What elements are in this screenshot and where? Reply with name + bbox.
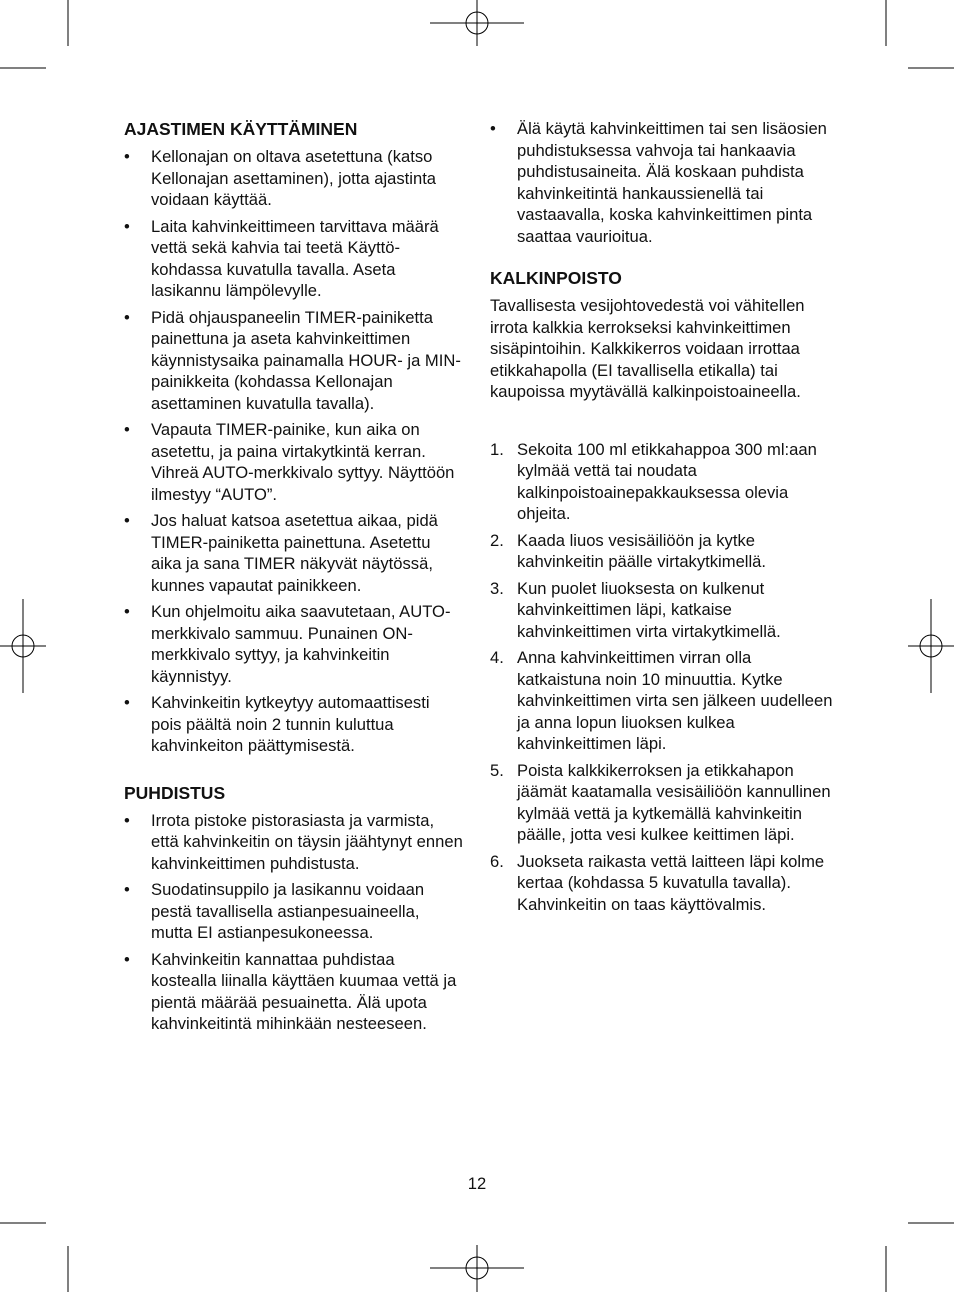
bullet-icon: •: [124, 216, 130, 236]
bullet-icon: •: [124, 810, 130, 830]
left-column: [124, 118, 464, 1040]
page-number: 12: [467, 1174, 487, 1193]
list-item: 4. Anna kahvinkeittimen virran olla katkaistuna noin 10 minuuttia. Kytke kahvinkeittimen virta sen jälkeen uudelleen ja anna lopun liuoksen kulkea kahvinkeittimen läpi.: [490, 648, 833, 753]
list-item: 6. Juokseta raikasta vettä laitteen läpi kolme kertaa (kohdassa 5 kuvatulla tavalla). Kahvinkeitin on taas käyttövalmis.: [490, 851, 825, 914]
timer-bullet-list: [124, 146, 464, 757]
bullet-icon: •: [124, 420, 130, 439]
step-number: 5.: [490, 760, 504, 780]
bullet-icon: •: [124, 147, 130, 166]
bullet-icon: •: [124, 602, 130, 621]
list-item: • Pidä ohjauspaneelin TIMER-painiketta painettuna ja aseta kahvinkeittimen käynnistysaika painamalla HOUR- ja MIN-painikkeita (kohdassa Kellonajan asettaminen kuvatulla tavalla).: [124, 307, 461, 413]
list-item: • Laita kahvinkeittimeen tarvittava määrä vettä sekä kahvia tai teetä Käyttö-kohdassa kuvatulla tavalla. Aseta lasikannu lämpölevylle.: [124, 216, 439, 300]
section-heading-descaling: KALKINPOISTO: [490, 268, 622, 288]
bullet-icon: •: [124, 949, 130, 969]
list-item: 2. Kaada liuos vesisäiliöön ja kytke kahvinkeitin päälle virtakytkimellä.: [490, 530, 767, 571]
section-heading-cleaning: PUHDISTUS: [124, 782, 226, 803]
list-item: 1. Sekoita 100 ml etikkahappoa 300 ml:aan kylmää vettä tai noudata kalkinpoistoainepakkauksessa olevia ohjeita.: [490, 439, 817, 523]
registration-mark-bottom: [430, 1245, 524, 1292]
list-item: • Kahvinkeitin kytkeytyy automaattisesti pois päältä noin 2 tunnin kuluttua kahvinkeiton päättymisestä.: [124, 693, 430, 755]
list-item: • Vapauta TIMER-painike, kun aika on asetettu, ja paina virtakytkintä kerran. Vihreä AUTO-merkkivalo syttyy. Näyttöön ilmestyy “AUTO”.: [124, 420, 455, 504]
list-item: • Älä käytä kahvinkeittimen tai sen lisäosien puhdistuksessa vahvoja tai hankaavia puhdistusaineita. Älä koskaan puhdista kahvinkeitintä hankaussienellä tai vastaavalla, koska kahvinkeittimen pinta saattaa vaurioitua.: [490, 119, 827, 246]
registration-mark-left: [0, 599, 46, 693]
descaling-steps-list: [490, 439, 835, 916]
list-item: • Jos haluat katsoa asetettua aikaa, pidä TIMER-painiketta painettuna. Asetettu aika ja sana TIMER näkyvät näytössä, kunnes vapautat painikkeen.: [124, 511, 438, 595]
right-column: [490, 118, 835, 920]
bullet-icon: •: [124, 511, 130, 530]
list-item: 5. Poista kalkkikerroksen ja etikkahapon jäämät kaatamalla vesisäiliöön kannullinen kylmää vettä ja kytkemällä kahvinkeitin päälle, jotta vesi kulkee keittimen läpi.: [490, 760, 831, 844]
bullet-icon: •: [490, 119, 496, 138]
registration-mark-top: [430, 0, 524, 46]
step-number: 6.: [490, 851, 504, 871]
list-item: • Suodatinsuppilo ja lasikannu voidaan pestä tavallisella astianpesuaineella, mutta EI astianpesukoneessa.: [124, 880, 425, 942]
list-item: • Kun ohjelmoitu aika saavutetaan, AUTO-merkkivalo sammuu. Punainen ON-merkkivalo syttyy, ja kahvinkeitin käynnistyy.: [124, 602, 451, 686]
bullet-icon: •: [124, 307, 130, 327]
bullet-icon: •: [124, 880, 130, 899]
cleaning-continued-list: [490, 118, 835, 247]
registration-mark-right: [908, 599, 954, 693]
list-item: • Kellonajan on oltava asetettuna (katso Kellonajan asettaminen), jotta ajastinta voidaan käyttää.: [124, 147, 437, 209]
bullet-icon: •: [124, 693, 130, 712]
list-item: • Irrota pistoke pistorasiasta ja varmista, että kahvinkeitin on täysin jäähtynyt ennen kahvinkeittimen puhdistusta.: [124, 810, 463, 873]
list-item: • Kahvinkeitin kannattaa puhdistaa kostealla liinalla käyttäen kuumaa vettä ja pientä määrää pesuainetta. Älä upota kahvinkeitintä mihinkään nesteeseen.: [124, 949, 457, 1033]
cleaning-bullet-list: [124, 810, 464, 1035]
section-heading-timer: AJASTIMEN KÄYTTÄMINEN: [124, 119, 358, 139]
descaling-intro: Tavallisesta vesijohtovedestä voi vähitellen irrota kalkkia kerrokseksi kahvinkeittimen sisäpintoihin. Kalkkikerros voidaan irrottaa etikkahapolla (EI tavallisella etikalla) tai kaupoissa myytävällä kalkinpoistoaineella.: [490, 296, 805, 401]
step-number: 4.: [490, 648, 504, 667]
step-number: 1.: [490, 439, 504, 459]
list-item: 3. Kun puolet liuoksesta on kulkenut kahvinkeittimen läpi, katkaise kahvinkeittimen virta virtakytkimellä.: [490, 578, 781, 641]
step-number: 3.: [490, 578, 504, 598]
step-number: 2.: [490, 530, 504, 550]
